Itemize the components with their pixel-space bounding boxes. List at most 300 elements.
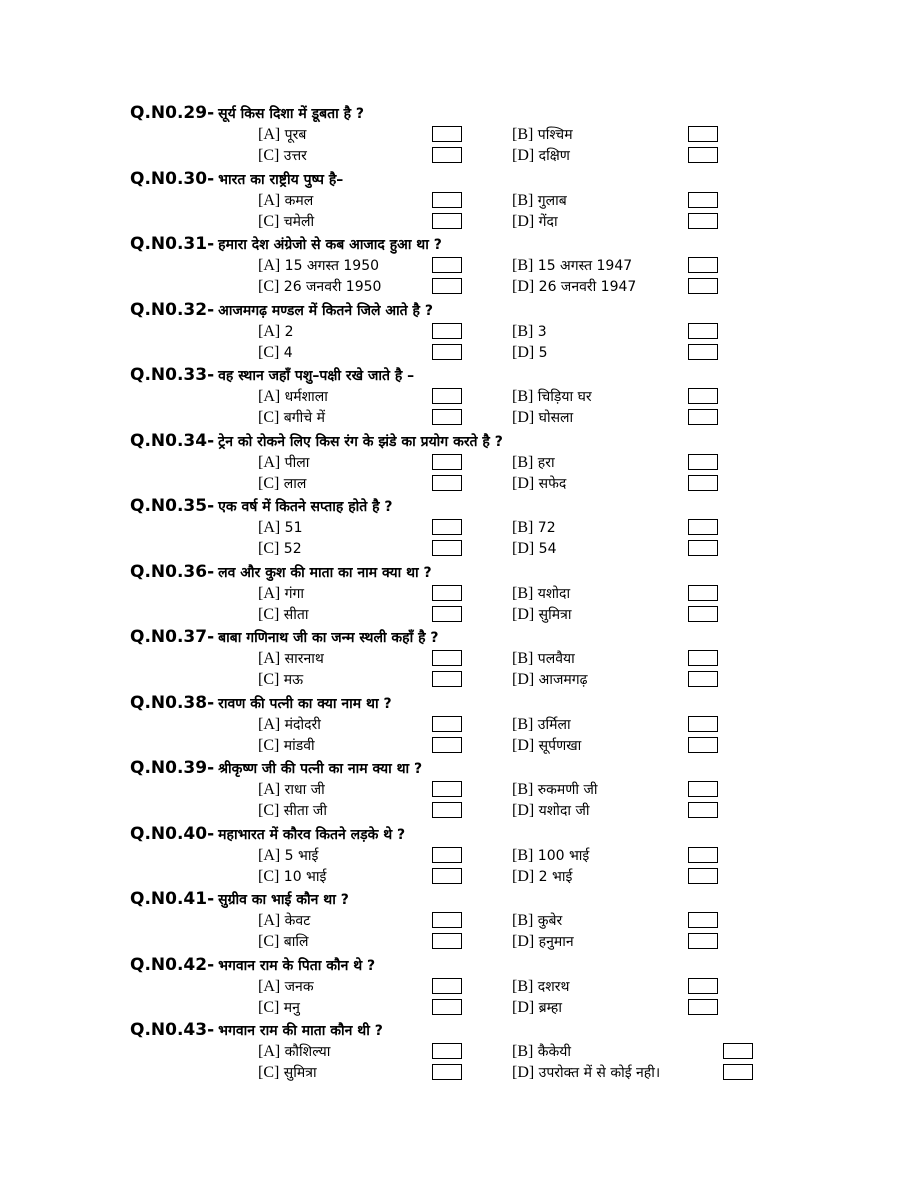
question-text: भारत का राष्ट्रीय पुष्प है– bbox=[218, 171, 344, 188]
question-text: सूर्य किस दिशा में डूबता है ? bbox=[218, 106, 365, 122]
answer-checkbox[interactable] bbox=[688, 933, 718, 949]
option-letter: [C] bbox=[258, 278, 280, 295]
option-letter: [B] bbox=[512, 191, 534, 209]
question-block bbox=[130, 824, 830, 887]
question-text: श्रीकृष्ण जी की पत्नी का नाम क्या था ? bbox=[218, 761, 423, 777]
option-text: 100 भाई bbox=[537, 847, 590, 864]
option-letter: [A] bbox=[258, 781, 281, 798]
answer-checkbox[interactable] bbox=[432, 999, 462, 1015]
answer-checkbox[interactable] bbox=[688, 323, 718, 339]
option-d bbox=[512, 669, 588, 690]
option-text: बालि bbox=[283, 934, 309, 950]
option-a bbox=[258, 1041, 330, 1062]
option-d bbox=[512, 342, 548, 363]
option-row bbox=[130, 452, 830, 473]
question-heading bbox=[130, 496, 830, 517]
question-text: भगवान राम के पिता कौन थे ? bbox=[218, 957, 376, 974]
question-block bbox=[130, 365, 830, 428]
answer-checkbox[interactable] bbox=[688, 257, 718, 273]
option-letter: [C] bbox=[258, 147, 280, 164]
answer-checkbox[interactable] bbox=[432, 737, 462, 753]
option-text: दशरथ bbox=[537, 978, 570, 995]
option-letter: [B] bbox=[512, 519, 534, 536]
option-b bbox=[512, 845, 589, 866]
option-b bbox=[512, 255, 632, 276]
option-text: मांडवी bbox=[283, 737, 315, 754]
option-text: सीता bbox=[283, 606, 309, 623]
question-block bbox=[130, 103, 830, 166]
option-d bbox=[512, 538, 557, 559]
option-text: 51 bbox=[284, 520, 303, 536]
option-letter: [C] bbox=[258, 933, 280, 950]
option-text: सफेद bbox=[538, 475, 567, 492]
option-text: दक्षिण bbox=[538, 148, 570, 164]
option-c bbox=[258, 1062, 317, 1083]
option-text: 72 bbox=[537, 520, 556, 536]
option-d bbox=[512, 735, 581, 756]
option-c bbox=[258, 735, 315, 756]
option-row bbox=[130, 976, 830, 997]
option-row bbox=[130, 997, 830, 1018]
option-a bbox=[258, 255, 379, 276]
question-heading bbox=[130, 824, 830, 845]
answer-checkbox[interactable] bbox=[688, 192, 718, 208]
option-c bbox=[258, 800, 327, 821]
option-row bbox=[130, 124, 830, 145]
option-row bbox=[130, 145, 830, 166]
option-letter: [A] bbox=[258, 584, 281, 602]
option-text: 5 भाई bbox=[284, 847, 319, 864]
answer-checkbox[interactable] bbox=[688, 716, 718, 732]
option-letter: [D] bbox=[512, 671, 535, 688]
option-b bbox=[512, 517, 556, 538]
question-number: Q.N0.36- bbox=[130, 561, 215, 582]
answer-checkbox[interactable] bbox=[432, 716, 462, 732]
option-row bbox=[130, 583, 830, 604]
answer-checkbox[interactable] bbox=[688, 344, 718, 360]
question-block bbox=[130, 889, 830, 952]
question-heading bbox=[130, 889, 830, 910]
option-text: पीला bbox=[284, 454, 310, 471]
option-row bbox=[130, 473, 830, 494]
option-text: चिड़िया घर bbox=[537, 389, 592, 405]
option-letter: [C] bbox=[258, 736, 280, 754]
option-a bbox=[258, 321, 294, 342]
option-d bbox=[512, 931, 574, 952]
question-heading bbox=[130, 365, 830, 386]
option-letter: [A] bbox=[258, 846, 281, 864]
option-text: 54 bbox=[538, 541, 557, 557]
answer-checkbox[interactable] bbox=[688, 606, 718, 622]
option-b bbox=[512, 910, 562, 931]
option-text: गंगा bbox=[284, 585, 305, 602]
question-number: Q.N0.29- bbox=[130, 103, 215, 123]
option-letter: [B] bbox=[512, 650, 534, 667]
answer-checkbox[interactable] bbox=[688, 585, 718, 601]
option-letter: [D] bbox=[512, 147, 535, 164]
answer-checkbox[interactable] bbox=[688, 999, 718, 1015]
question-text: सुग्रीव का भाई कौन था ? bbox=[218, 892, 349, 908]
answer-checkbox[interactable] bbox=[688, 475, 718, 491]
question-heading bbox=[130, 431, 830, 452]
answer-checkbox[interactable] bbox=[688, 978, 718, 994]
option-letter: [B] bbox=[512, 126, 534, 143]
option-row bbox=[130, 714, 830, 735]
answer-checkbox[interactable] bbox=[432, 1043, 462, 1059]
question-block bbox=[130, 496, 830, 559]
question-block bbox=[130, 431, 830, 494]
option-letter: [D] bbox=[512, 212, 535, 230]
answer-checkbox[interactable] bbox=[688, 519, 718, 535]
option-a bbox=[258, 910, 310, 931]
answer-checkbox[interactable] bbox=[432, 257, 462, 273]
option-letter: [A] bbox=[258, 322, 281, 340]
answer-checkbox[interactable] bbox=[432, 868, 462, 884]
answer-checkbox[interactable] bbox=[432, 1064, 462, 1080]
option-c bbox=[258, 997, 300, 1018]
option-d bbox=[512, 145, 570, 166]
option-letter: [C] bbox=[258, 343, 280, 361]
answer-checkbox[interactable] bbox=[432, 147, 462, 163]
option-b bbox=[512, 321, 547, 342]
question-text: लव और कुश की माता का नाम क्या था ? bbox=[218, 564, 432, 581]
option-text: 4 bbox=[283, 344, 293, 361]
question-block bbox=[130, 627, 830, 690]
option-d bbox=[512, 473, 566, 494]
option-d bbox=[512, 1062, 660, 1083]
answer-checkbox[interactable] bbox=[432, 540, 462, 556]
option-c bbox=[258, 407, 325, 428]
option-text: आजमगढ़ bbox=[538, 672, 588, 688]
option-c bbox=[258, 211, 314, 232]
option-letter: [C] bbox=[258, 1064, 280, 1081]
question-text: हमारा देश अंग्रेजो से कब आजाद हुआ था ? bbox=[218, 237, 442, 253]
option-row bbox=[130, 931, 830, 952]
option-row bbox=[130, 517, 830, 538]
option-c bbox=[258, 342, 293, 363]
answer-checkbox[interactable] bbox=[688, 802, 718, 818]
answer-checkbox[interactable] bbox=[688, 454, 718, 470]
question-heading bbox=[130, 1020, 830, 1041]
option-text: सीता जी bbox=[283, 803, 327, 819]
answer-checkbox[interactable] bbox=[432, 847, 462, 863]
option-text: 15 अगस्त 1947 bbox=[537, 258, 633, 274]
answer-checkbox[interactable] bbox=[688, 278, 718, 294]
answer-checkbox[interactable] bbox=[432, 475, 462, 491]
answer-checkbox[interactable] bbox=[432, 933, 462, 949]
option-a bbox=[258, 976, 314, 997]
question-number: Q.N0.37- bbox=[130, 627, 215, 647]
option-letter: [A] bbox=[258, 257, 281, 274]
option-letter: [C] bbox=[258, 474, 280, 492]
option-letter: [A] bbox=[258, 1043, 281, 1060]
option-letter: [A] bbox=[258, 977, 281, 995]
answer-checkbox[interactable] bbox=[688, 147, 718, 163]
answer-checkbox[interactable] bbox=[688, 847, 718, 863]
option-letter: [C] bbox=[258, 605, 280, 623]
option-row bbox=[130, 190, 830, 211]
option-letter: [B] bbox=[512, 1043, 534, 1060]
option-b bbox=[512, 452, 555, 473]
question-heading bbox=[130, 300, 830, 321]
option-text: बगीचे में bbox=[283, 410, 325, 426]
option-text: गुलाब bbox=[537, 192, 567, 209]
question-number: Q.N0.34- bbox=[130, 430, 215, 451]
option-text: केवट bbox=[284, 913, 311, 929]
answer-checkbox[interactable] bbox=[688, 540, 718, 556]
answer-checkbox[interactable] bbox=[723, 1064, 753, 1080]
option-text: सूर्पणखा bbox=[538, 737, 582, 754]
option-letter: [C] bbox=[258, 212, 280, 230]
option-b bbox=[512, 124, 573, 145]
option-letter: [A] bbox=[258, 191, 281, 209]
option-text: लाल bbox=[283, 475, 307, 492]
answer-checkbox[interactable] bbox=[432, 650, 462, 666]
option-letter: [A] bbox=[258, 912, 281, 929]
question-text: रावण की पत्नी का क्या नाम था ? bbox=[218, 695, 392, 712]
option-b bbox=[512, 190, 567, 211]
answer-checkbox[interactable] bbox=[432, 192, 462, 208]
option-letter: [C] bbox=[258, 802, 280, 819]
option-row bbox=[130, 669, 830, 690]
answer-checkbox[interactable] bbox=[688, 213, 718, 229]
option-c bbox=[258, 669, 303, 690]
answer-checkbox[interactable] bbox=[688, 868, 718, 884]
answer-checkbox[interactable] bbox=[688, 388, 718, 404]
answer-checkbox[interactable] bbox=[432, 126, 462, 142]
option-text: उत्तर bbox=[283, 148, 307, 164]
question-block bbox=[130, 955, 830, 1018]
option-letter: [B] bbox=[512, 453, 534, 471]
option-row bbox=[130, 211, 830, 232]
question-text: ट्रेन को रोकने लिए किस रंग के झंडे का प्रयोग करते है ? bbox=[218, 433, 503, 450]
option-text: 52 bbox=[283, 541, 302, 557]
answer-checkbox[interactable] bbox=[688, 737, 718, 753]
option-row bbox=[130, 321, 830, 342]
option-c bbox=[258, 538, 302, 559]
option-row bbox=[130, 255, 830, 276]
option-letter: [B] bbox=[512, 781, 534, 798]
option-letter: [B] bbox=[512, 388, 534, 405]
option-text: कौशिल्या bbox=[284, 1044, 331, 1060]
question-heading bbox=[130, 103, 830, 124]
option-row bbox=[130, 800, 830, 821]
option-letter: [C] bbox=[258, 671, 280, 688]
question-heading bbox=[130, 758, 830, 779]
option-row bbox=[130, 910, 830, 931]
option-d bbox=[512, 407, 573, 428]
option-letter: [B] bbox=[512, 977, 534, 995]
answer-checkbox[interactable] bbox=[432, 278, 462, 294]
question-text: भगवान राम की माता कौन थी ? bbox=[218, 1023, 383, 1039]
answer-checkbox[interactable] bbox=[432, 323, 462, 339]
answer-checkbox[interactable] bbox=[688, 650, 718, 666]
option-c bbox=[258, 276, 381, 297]
option-d bbox=[512, 604, 572, 625]
option-text: घोसला bbox=[538, 410, 574, 426]
answer-checkbox[interactable] bbox=[432, 912, 462, 928]
answer-checkbox[interactable] bbox=[723, 1043, 753, 1059]
answer-checkbox[interactable] bbox=[432, 802, 462, 818]
option-text: सुमित्रा bbox=[283, 1065, 317, 1081]
option-letter: [A] bbox=[258, 519, 281, 536]
option-row bbox=[130, 386, 830, 407]
option-text: 2 भाई bbox=[538, 868, 573, 885]
question-number: Q.N0.39- bbox=[130, 758, 215, 778]
option-text: हरा bbox=[537, 454, 555, 471]
option-letter: [B] bbox=[512, 912, 534, 929]
answer-checkbox[interactable] bbox=[688, 781, 718, 797]
option-b bbox=[512, 976, 569, 997]
option-d bbox=[512, 997, 562, 1018]
option-letter: [D] bbox=[512, 1064, 535, 1081]
option-text: धर्मशाला bbox=[284, 389, 328, 405]
question-text: आजमगढ़ मण्डल में कितने जिले आते है ? bbox=[218, 302, 433, 319]
option-letter: [D] bbox=[512, 540, 535, 557]
option-row bbox=[130, 1041, 830, 1062]
option-a bbox=[258, 386, 328, 407]
answer-checkbox[interactable] bbox=[688, 912, 718, 928]
question-heading bbox=[130, 169, 830, 190]
option-letter: [B] bbox=[512, 846, 534, 864]
option-letter: [A] bbox=[258, 453, 281, 471]
option-text: 2 bbox=[284, 323, 294, 340]
option-letter: [B] bbox=[512, 584, 534, 602]
option-a bbox=[258, 517, 303, 538]
answer-checkbox[interactable] bbox=[688, 671, 718, 687]
question-number: Q.N0.41- bbox=[130, 889, 215, 909]
option-d bbox=[512, 866, 572, 887]
option-text: कुबेर bbox=[537, 913, 563, 929]
option-text: चमेली bbox=[283, 213, 315, 230]
option-text: उपरोक्त में से कोई नही। bbox=[538, 1065, 661, 1081]
option-letter: [C] bbox=[258, 998, 280, 1016]
question-number: Q.N0.42- bbox=[130, 954, 215, 975]
option-letter: [D] bbox=[512, 867, 535, 885]
option-row bbox=[130, 276, 830, 297]
question-number: Q.N0.30- bbox=[130, 168, 215, 189]
option-letter: [D] bbox=[512, 998, 535, 1016]
option-text: हनुमान bbox=[538, 934, 574, 950]
option-c bbox=[258, 473, 306, 494]
question-number: Q.N0.35- bbox=[130, 496, 215, 516]
answer-checkbox[interactable] bbox=[432, 519, 462, 535]
option-letter: [B] bbox=[512, 715, 534, 733]
option-a bbox=[258, 452, 309, 473]
option-text: 3 bbox=[537, 323, 547, 340]
option-b bbox=[512, 583, 570, 604]
option-text: पलवैया bbox=[537, 651, 575, 667]
option-letter: [D] bbox=[512, 802, 535, 819]
option-letter: [B] bbox=[512, 257, 534, 274]
answer-checkbox[interactable] bbox=[688, 126, 718, 142]
option-letter: [C] bbox=[258, 867, 280, 885]
answer-checkbox[interactable] bbox=[432, 454, 462, 470]
option-letter: [D] bbox=[512, 605, 535, 623]
option-text: राधा जी bbox=[284, 782, 325, 798]
question-text: बाबा गणिनाथ जी का जन्म स्थली कहाँ है ? bbox=[218, 630, 439, 646]
option-letter: [C] bbox=[258, 409, 280, 426]
question-number: Q.N0.31- bbox=[130, 234, 215, 254]
answer-checkbox[interactable] bbox=[432, 213, 462, 229]
answer-checkbox[interactable] bbox=[432, 781, 462, 797]
question-block bbox=[130, 693, 830, 756]
option-row bbox=[130, 735, 830, 756]
option-letter: [D] bbox=[512, 278, 535, 295]
option-row bbox=[130, 604, 830, 625]
answer-checkbox[interactable] bbox=[432, 344, 462, 360]
option-a bbox=[258, 648, 324, 669]
option-d bbox=[512, 211, 558, 232]
answer-checkbox[interactable] bbox=[432, 978, 462, 994]
option-text: उर्मिला bbox=[537, 716, 571, 733]
question-block bbox=[130, 169, 830, 232]
question-block bbox=[130, 300, 830, 363]
answer-checkbox[interactable] bbox=[432, 409, 462, 425]
option-letter: [C] bbox=[258, 540, 280, 557]
question-number: Q.N0.43- bbox=[130, 1020, 215, 1040]
option-a bbox=[258, 583, 304, 604]
question-block bbox=[130, 758, 830, 821]
answer-checkbox[interactable] bbox=[432, 388, 462, 404]
option-row bbox=[130, 779, 830, 800]
option-a bbox=[258, 845, 318, 866]
option-letter: [A] bbox=[258, 715, 281, 733]
question-heading bbox=[130, 562, 830, 583]
answer-checkbox[interactable] bbox=[432, 606, 462, 622]
option-b bbox=[512, 714, 571, 735]
option-letter: [A] bbox=[258, 388, 281, 405]
option-letter: [D] bbox=[512, 736, 535, 754]
option-row bbox=[130, 845, 830, 866]
option-c bbox=[258, 145, 307, 166]
question-heading bbox=[130, 955, 830, 976]
option-d bbox=[512, 800, 589, 821]
option-row bbox=[130, 407, 830, 428]
question-text: महाभारत में कौरव कितने लड़के थे ? bbox=[218, 826, 406, 843]
option-text: गेंदा bbox=[538, 213, 558, 230]
option-text: मनु bbox=[283, 999, 300, 1016]
option-text: 10 भाई bbox=[283, 868, 327, 885]
answer-checkbox[interactable] bbox=[688, 409, 718, 425]
option-text: पश्चिम bbox=[537, 127, 573, 143]
option-letter: [A] bbox=[258, 650, 281, 667]
answer-checkbox[interactable] bbox=[432, 585, 462, 601]
option-letter: [D] bbox=[512, 343, 535, 361]
option-text: 26 जनवरी 1947 bbox=[538, 279, 637, 295]
option-text: कैकेयी bbox=[537, 1044, 572, 1060]
question-number: Q.N0.40- bbox=[130, 823, 215, 844]
option-row bbox=[130, 866, 830, 887]
question-text: वह स्थान जहाँ पशु–पक्षी रखे जाते है – bbox=[218, 368, 415, 384]
option-b bbox=[512, 386, 592, 407]
question-heading bbox=[130, 693, 830, 714]
answer-checkbox[interactable] bbox=[432, 671, 462, 687]
option-a bbox=[258, 190, 313, 211]
option-text: रुकमणी जी bbox=[537, 782, 598, 798]
question-text: एक वर्ष में कितने सप्ताह होते है ? bbox=[218, 499, 393, 515]
option-row bbox=[130, 342, 830, 363]
question-block bbox=[130, 1020, 830, 1083]
option-b bbox=[512, 648, 575, 669]
option-c bbox=[258, 866, 326, 887]
option-a bbox=[258, 714, 321, 735]
option-c bbox=[258, 931, 309, 952]
question-number: Q.N0.32- bbox=[130, 299, 215, 320]
option-letter: [D] bbox=[512, 933, 535, 950]
option-text: सारनाथ bbox=[284, 651, 324, 667]
option-row bbox=[130, 648, 830, 669]
